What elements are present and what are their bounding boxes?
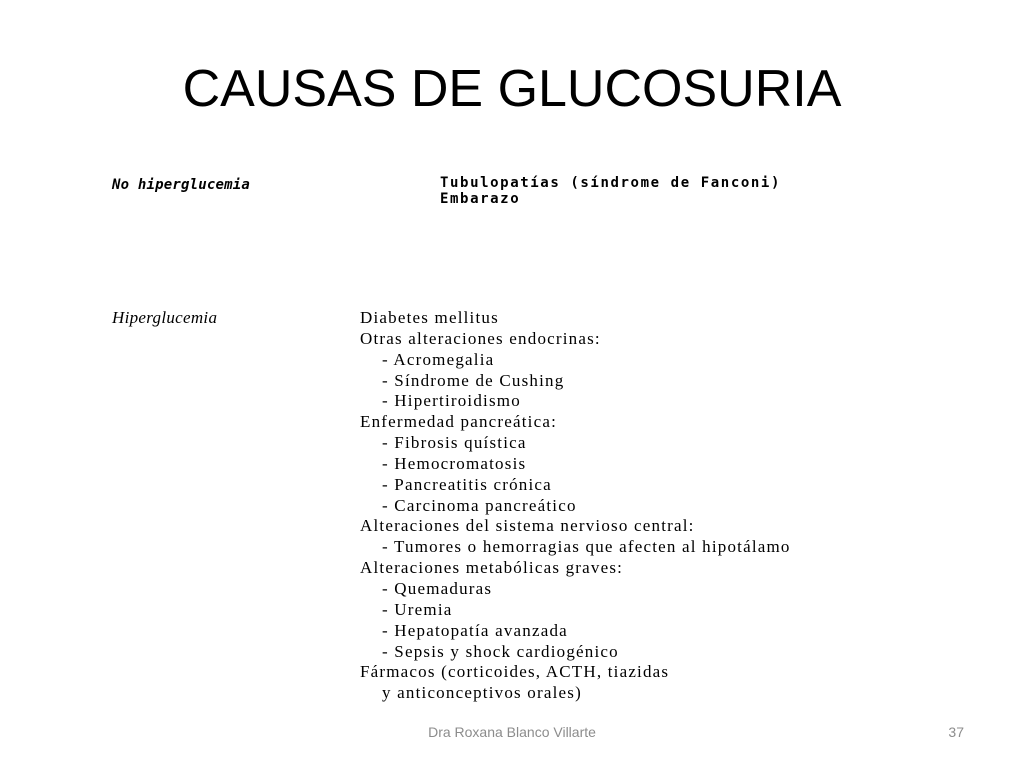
no-hyperglycemia-causes-list [440,175,781,207]
no-hyperglycemia-label: No hiperglucemia [112,177,251,193]
cause-item: Otras alteraciones endocrinas: [360,328,601,348]
hyperglycemia-causes-list [360,308,791,704]
cause-item: Alteraciones del sistema nervioso central: [360,516,695,536]
hyperglycemia-label: Hiperglucemia [112,308,218,327]
slide-title: CAUSAS DE GLUCOSURIA [182,60,842,118]
glucosuria-causes-table [112,170,932,710]
cause-subitem: - Sepsis y shock cardiogénico [382,641,619,661]
cause-item: Enfermedad pancreática: [360,412,558,432]
slide-page-number: 37 [948,724,964,740]
slide-footer-author: Dra Roxana Blanco Villarte [428,724,596,740]
cause-subitem: - Carcinoma pancreático [382,495,577,515]
cause-subitem: - Síndrome de Cushing [382,370,565,390]
cause-subitem: - Uremia [382,599,453,619]
cause-item: Diabetes mellitus [360,308,499,327]
cause-item: Embarazo [440,191,521,207]
cause-subitem: - Pancreatitis crónica [382,474,552,494]
cause-subitem: - Hipertiroidismo [382,391,521,411]
cause-item: Alteraciones metabólicas graves: [360,558,624,578]
cause-subitem: - Quemaduras [382,578,493,598]
cause-subitem: - Tumores o hemorragias que afecten al hipotálamo [382,537,791,557]
cause-subitem: - Hemocromatosis [382,453,527,473]
cause-subitem: - Acromegalia [382,349,495,369]
cause-item: Tubulopatías (síndrome de Fanconi) [440,175,781,191]
cause-item: Fármacos (corticoides, ACTH, tiazidas [360,662,670,682]
cause-subitem: - Fibrosis quística [382,433,527,453]
cause-item-continuation: y anticonceptivos orales) [382,683,582,703]
cause-subitem: - Hepatopatía avanzada [382,620,568,640]
